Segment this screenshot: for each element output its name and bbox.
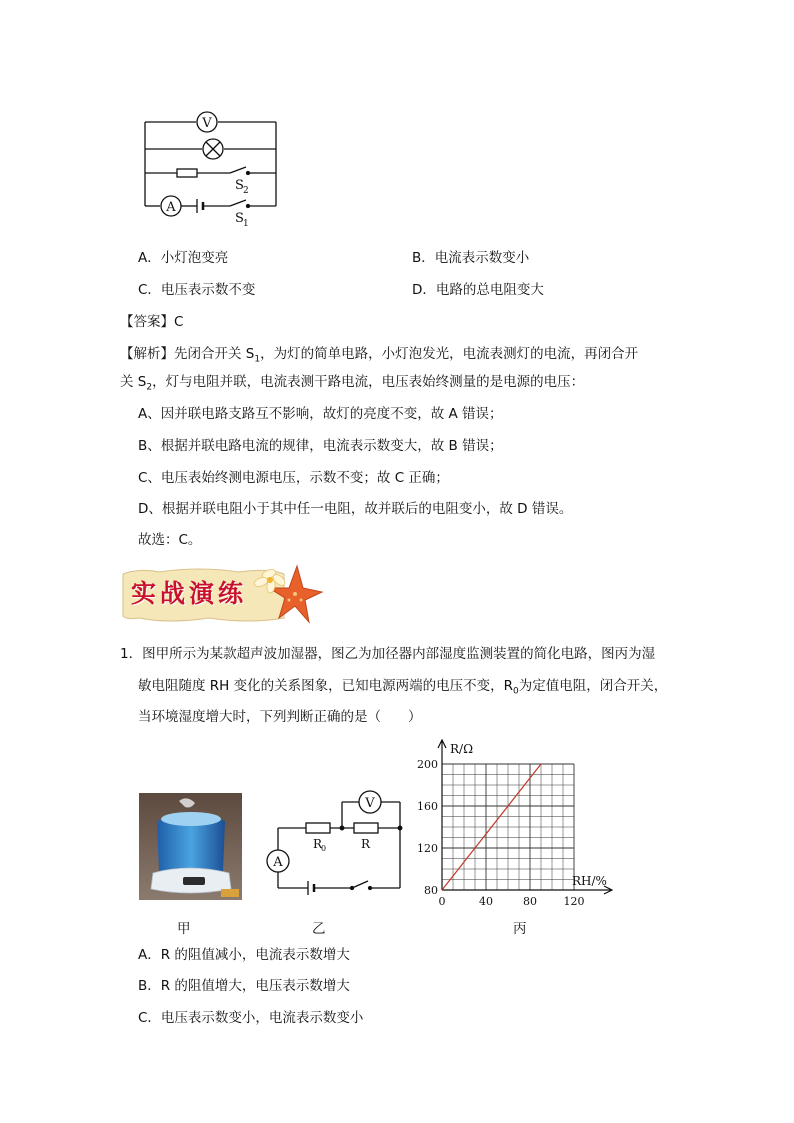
x-tick-label: 0 — [438, 895, 446, 908]
question-1-line-2: 敏电阻随度 RH 变化的关系图象，已知电源两端的电压不变，$R_0$为定值电阻，闭合开关， — [138, 678, 668, 697]
x-axis-label: RH/% — [572, 874, 607, 888]
option-a-2: A．R 的阻值减小，电流表示数增大 — [138, 947, 350, 963]
switch-s1-label: S — [235, 211, 244, 226]
option-d-1: D．电路的总电阻变大 — [412, 282, 544, 298]
analysis-line-1: 【解析】先闭合开关 $S_1$，为灯的简单电路，小灯泡发光，电流表测灯的电流，再闭合开 — [120, 346, 639, 365]
y-tick-label: 80 — [424, 884, 438, 897]
option-b-2: B．R 的阻值增大，电压表示数增大 — [138, 978, 350, 994]
option-b-1: B．电流表示数变小 — [412, 250, 530, 266]
r0-label: R — [313, 837, 323, 851]
analysis-c: C、电压表始终测电源电压，示数不变；故 C 正确； — [138, 470, 449, 486]
y-tick-label: 120 — [417, 842, 438, 855]
circuit-diagram-2 — [262, 788, 406, 900]
option-a-1: A．小灯泡变亮 — [138, 250, 229, 266]
analysis-b: B、根据并联电路电流的规律，电流表示数变大，故 B 错误； — [138, 438, 503, 454]
option-c-1: C．电压表示数不变 — [138, 282, 256, 298]
question-1-line-3: 当环境湿度增大时，下列判断正确的是（ ） — [138, 709, 422, 725]
y-tick-label: 200 — [417, 758, 438, 771]
banner-title: 实战演练 — [131, 579, 248, 608]
rh-resistance-graph — [412, 736, 622, 914]
caption-yi: 乙 — [312, 921, 326, 937]
section-banner — [119, 560, 324, 628]
x-tick-label: 40 — [479, 895, 493, 908]
humidifier-photo — [139, 793, 242, 900]
voltmeter-label-2: V — [365, 796, 375, 811]
r-label: R — [361, 837, 371, 851]
y-tick-label: 160 — [417, 800, 438, 813]
switch-s1-subscript: 1 — [243, 219, 249, 228]
x-tick-label: 80 — [523, 895, 537, 908]
circuit-diagram-1 — [130, 104, 290, 228]
caption-jia: 甲 — [177, 921, 191, 937]
r0-subscript: 0 — [321, 844, 327, 853]
y-axis-label: R/Ω — [450, 742, 474, 756]
analysis-conclusion: 故选：C。 — [138, 532, 202, 548]
voltmeter-label: V — [202, 116, 212, 131]
analysis-a: A、因并联电路支路互不影响，故灯的亮度不变，故 A 错误； — [138, 406, 503, 422]
analysis-line-2: 关 $S_2$，灯与电阻并联，电流表测干路电流，电压表始终测量的是电源的电压： — [120, 374, 585, 393]
analysis-d: D、根据并联电阻小于其中任一电阻，故并联后的电阻变小，故 D 错误。 — [138, 501, 573, 517]
x-tick-label: 120 — [563, 895, 585, 908]
switch-s2-subscript: 2 — [243, 186, 249, 196]
ammeter-label-2: A — [273, 855, 283, 870]
switch-s2-label: S — [235, 178, 244, 193]
answer-line: 【答案】C — [120, 314, 184, 330]
ammeter-label: A — [166, 200, 176, 215]
question-1-line-1: 1．图甲所示为某款超声波加湿器，图乙为加径器内部湿度监测装置的简化电路，图丙为湿 — [120, 646, 656, 662]
option-c-2: C．电压表示数变小，电流表示数变小 — [138, 1010, 364, 1026]
caption-bing: 丙 — [513, 921, 527, 937]
